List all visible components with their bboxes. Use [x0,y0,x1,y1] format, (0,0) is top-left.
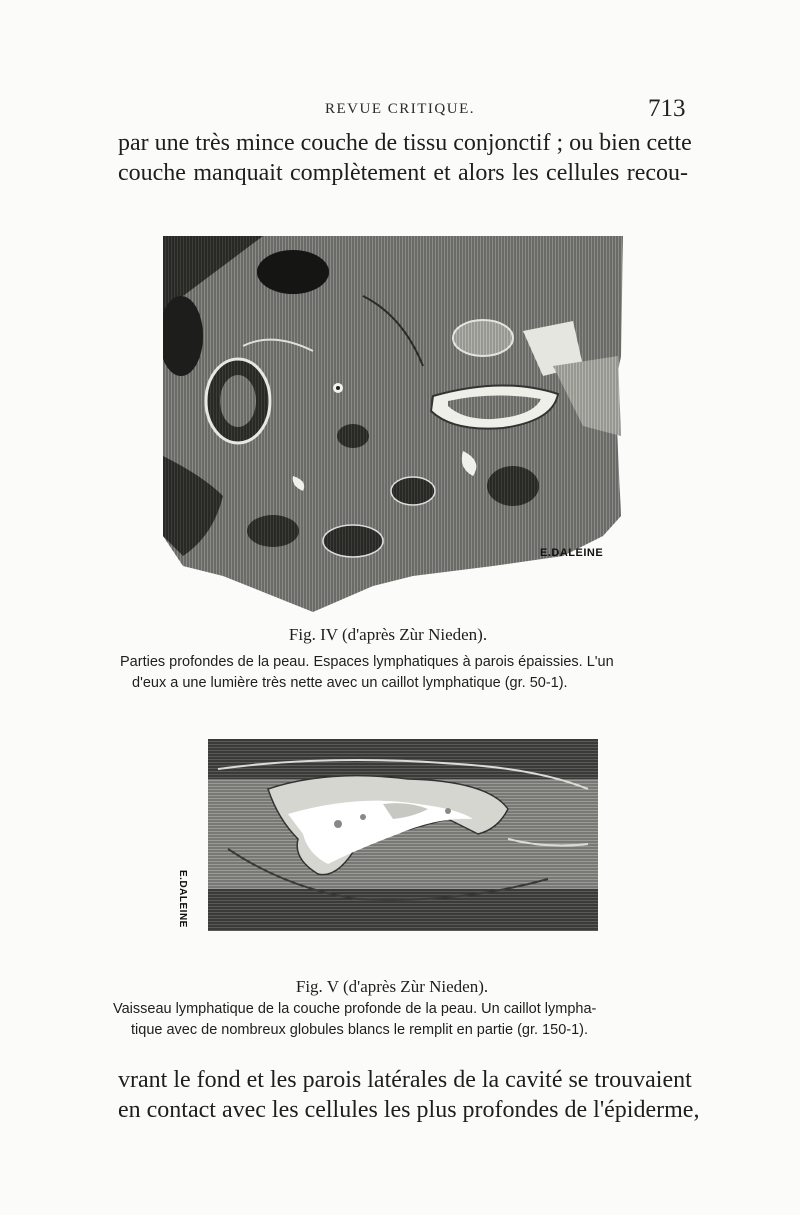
figure-v-engraving [208,739,598,931]
text-line: vrant le fond et les parois latérales de la cavité se trouvaient [118,1067,692,1093]
figure-caption-line: tique avec de nombreux globules blancs le remplit en partie (gr. 150-1). [131,1022,589,1038]
figure-caption-line: d'eux a une lumière très nette avec un caillot lymphatique (gr. 50-1). [132,675,568,691]
text-line: en contact avec les cellules les plus profondes de l'épiderme, [118,1097,700,1123]
page-number: 713 [648,95,686,122]
body-text-bottom [118,1065,700,1125]
engraver-signature: E.DALEINE [177,870,188,928]
running-title: REVUE CRITIQUE. [325,101,475,117]
running-head [0,95,800,125]
text-line: couche manquait complètement et alors les cellules recou- [118,160,688,186]
engraver-signature: E.DALEINE [540,547,604,559]
figure-label: Fig. V (d'après Zùr Nieden). [295,977,489,996]
body-text-top [118,128,692,188]
figure-caption-line: Vaisseau lymphatique de la couche profonde de la peau. Un caillot lympha- [113,1001,597,1017]
figure-label: Fig. IV (d'après Zùr Nieden). [288,625,488,644]
figure-caption-line: Parties profondes de la peau. Espaces lymphatiques à parois épaissies. L'un [120,654,614,670]
text-line: par une très mince couche de tissu conjonctif ; ou bien cette [118,130,692,156]
